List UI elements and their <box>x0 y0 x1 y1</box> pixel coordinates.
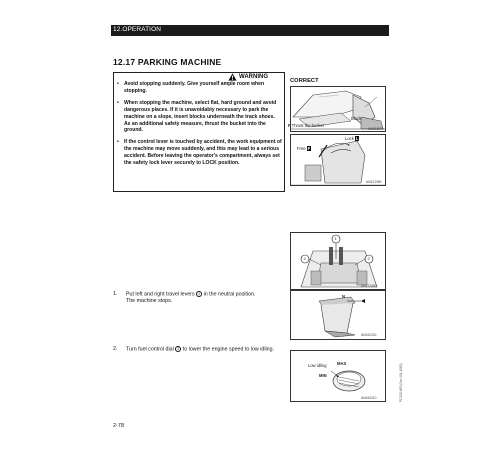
marker-1: 1 <box>334 236 337 241</box>
min-label: MIN <box>319 373 327 378</box>
thrust-bucket-label: F Thrust the bucket <box>288 123 325 128</box>
lock-marker: L <box>355 136 359 141</box>
figure-fuel-dial <box>290 350 386 402</box>
figure-travel-pedal <box>290 290 386 340</box>
page-title: 12.17 PARKING MACHINE <box>113 57 222 67</box>
figure-code: AM121450 <box>361 284 377 288</box>
warning-bullet-text: As an additional safety measure, thrust the bucket into the ground. <box>124 120 266 134</box>
safety-lock-lever-illustration <box>291 135 386 186</box>
correct-label: CORRECT <box>290 78 319 84</box>
figure-code: AM121080 <box>366 180 382 184</box>
free-marker: F <box>307 146 311 151</box>
page-number: 2-78 <box>113 423 125 429</box>
step-1 <box>113 291 255 305</box>
warning-triangle-icon <box>228 73 237 81</box>
free-text: Free <box>297 146 306 151</box>
warning-bullet-continuation <box>117 121 282 135</box>
side-code: PC120-6E0 (Ser.101-1560) <box>399 363 403 402</box>
max-label: MAX <box>337 361 347 366</box>
fuel-control-dial-illustration <box>291 351 386 402</box>
warning-bullet: • If the control lever is touched by accident, the work equipment of the machine may move suddenly, and this may lead to a serious accident. Before leaving the operator's compartment, always set the safety lock lever securely to LOCK position. <box>117 139 282 167</box>
lock-text: Lock <box>345 136 354 141</box>
step-number: 1. <box>113 291 118 298</box>
warning-bullet: • When stopping the machine, select flat, hard ground and avoid dangerous places. If it is unavoidably necessary to park the machine on a slope, insert blocks underneath the track shoes. <box>117 100 282 121</box>
free-label <box>297 146 311 151</box>
step-marker: 1 <box>198 292 201 296</box>
step-text: Put left and right travel levers <box>126 291 195 298</box>
figure-code: AM121270 <box>368 127 384 131</box>
neutral-marker: N <box>342 294 346 299</box>
step-2 <box>113 346 274 353</box>
figure-code: AM162200 <box>361 333 377 337</box>
step-text-after: to lower the engine speed to low idling. <box>182 346 275 353</box>
figure-code: AM160210 <box>361 396 377 400</box>
low-idling-label: Low idling <box>308 363 327 368</box>
figure-travel-levers <box>290 232 386 290</box>
thrust-bucket-text: Thrust the bucket <box>291 123 325 128</box>
warning-bullet: • Avoid stopping suddenly. Give yourself ample room when stopping. <box>117 81 282 95</box>
step-marker: 2 <box>177 347 180 351</box>
figure-lock-lever <box>290 134 386 186</box>
lock-label <box>345 136 359 141</box>
step-text: Turn fuel control dial <box>126 346 174 353</box>
marker-2-right: 2 <box>367 256 370 261</box>
block-label: Block <box>351 116 362 121</box>
step-text-after: in the neutral position. <box>203 291 256 298</box>
warning-heading-text: WARNING <box>239 74 268 80</box>
warning-heading <box>228 73 268 81</box>
travel-levers-illustration <box>291 233 386 290</box>
section-header: 12.OPERATION <box>113 26 162 33</box>
step-result: The machine stops. <box>126 298 173 305</box>
warning-bullet-list <box>117 81 282 172</box>
step-number: 2. <box>113 346 118 353</box>
marker-2-left: 2 <box>303 256 306 261</box>
